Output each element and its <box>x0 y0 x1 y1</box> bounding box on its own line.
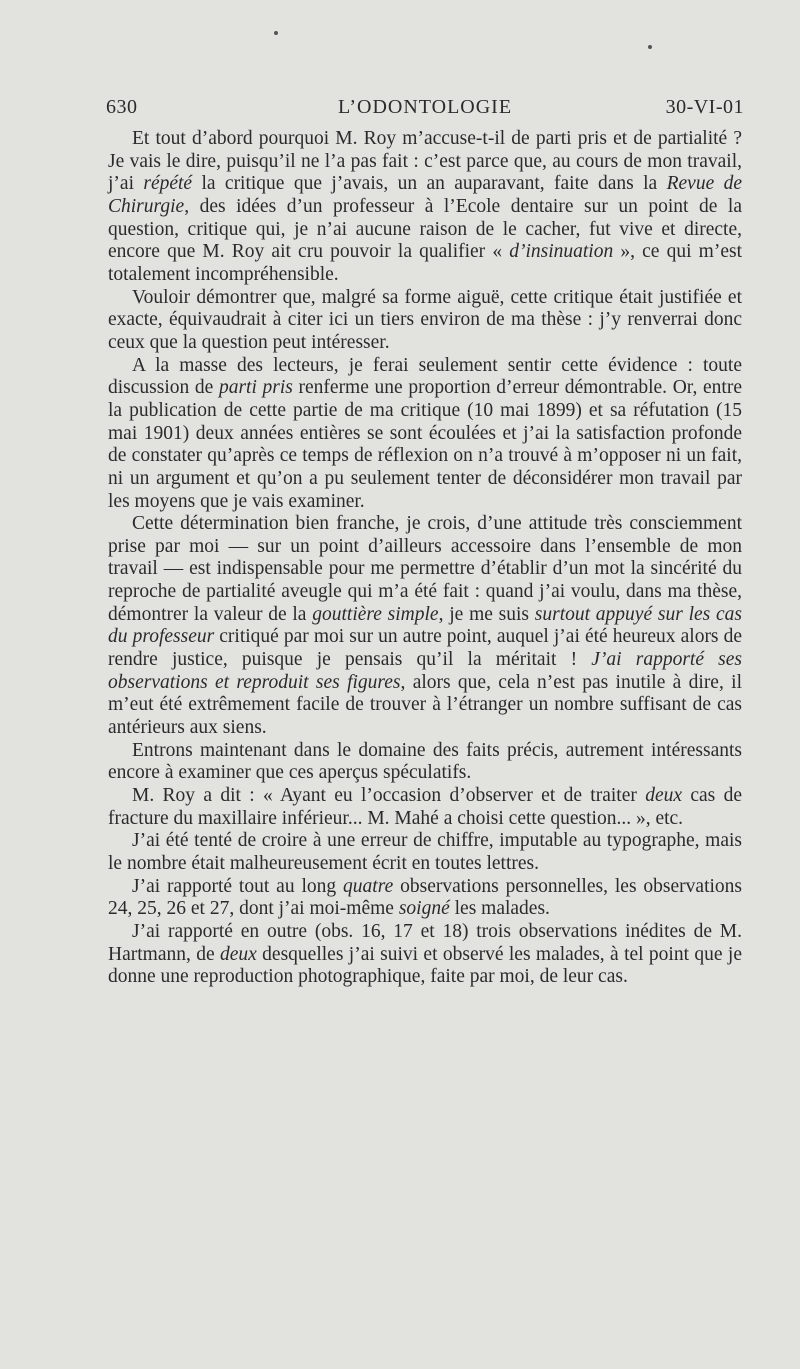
italic-text: Revue de Chirurgie <box>108 173 742 217</box>
text-run: observations personnelles, les observations 24, 25, 26 et 27, dont j’ai moi-même <box>108 875 743 920</box>
paragraph <box>108 740 742 785</box>
text-run: critiqué par moi sur un autre point, auquel j’ai été heureux alors de rendre justice, puisque je pensais qu’il la méritait ! <box>108 626 743 671</box>
italic-text: répété <box>143 173 193 195</box>
text-run: Et tout d’abord pourquoi M. Roy m’accuse-t-il de parti pris et de partialité ? Je vais le dire, puisqu’il ne l’a pas fait : c’est parce que, au cours de mon travail, j’ai <box>108 128 742 195</box>
paragraph <box>108 128 742 287</box>
italic-text: J’ai rapporté ses observations et reproduit ses figures <box>108 649 742 693</box>
text-run: Vouloir démontrer que, malgré sa forme aiguë, cette critique était justifiée et exacte, équivaudrait à citer ici un tiers environ de ma thèse : j’y renverrai donc ceux que la question peut intéresser. <box>108 286 742 353</box>
text-run: , je me suis <box>438 603 535 625</box>
paragraph <box>108 355 742 514</box>
italic-text: quatre <box>343 875 394 897</box>
page-number: 630 <box>106 96 138 118</box>
issue-date: 30-VI-01 <box>665 96 744 118</box>
body-text <box>108 128 742 989</box>
journal-title: L’ODONTOLOGIE <box>337 96 513 118</box>
italic-text: d’insinuation <box>509 241 614 263</box>
paragraph <box>108 830 742 875</box>
text-run: , des idées d’un professeur à l’Ecole dentaire sur un point de la question, critique qui, je n’ai aucune raison de le cacher, fut vive et directe, encore que M. Roy ait cru pouvoir la qualifier « <box>108 195 742 263</box>
italic-text: surtout appuyé sur les cas du professeur <box>108 603 742 648</box>
italic-text: deux <box>645 785 683 807</box>
text-run: J’ai rapporté en outre (obs. 16, 17 et 18) trois observations inédites de M. Hartmann, de <box>108 920 742 965</box>
italic-text: deux <box>220 943 257 965</box>
text-run: », ce qui m’est totalement incompréhensible. <box>108 241 742 285</box>
paragraph <box>108 513 742 740</box>
text-run: Entrons maintenant dans le domaine des faits précis, autrement intéressants encore à examiner que ces aperçus spéculatifs. <box>108 739 742 784</box>
text-run: desquelles j’ai suivi et observé les malades, à tel point que je donne une reproduction photographique, faite par moi, de leur cas. <box>108 943 742 988</box>
italic-text: gouttière simple <box>312 603 439 625</box>
italic-text: soigné <box>398 898 450 920</box>
text-run: renferme une proportion d’erreur démontrable. Or, entre la publication de cette partie de ma critique (10 mai 1899) et sa réfutation (15 mai 1901) deux années entières se sont écoulées et j’ai la satisfaction profonde de constater qu’après ce temps de réflexion on n’a trouvé à m’opposer ni un fait, ni un argument et qu’on a pu seulement tenter de déconsidérer mon travail par les moyens que je vais examiner. <box>108 377 742 512</box>
ink-speck <box>648 45 652 49</box>
text-run: Cette détermination bien franche, je crois, d’une attitude très consciemment prise par moi — sur un point d’ailleurs accessoire dans l’ensemble de mon travail — est indispensable pour me permettre d’établir d’un mot la sincérité du reproche de partialité aveugle qui m’a été fait : quand j’ai voulu, dans ma thèse, démontrer la valeur de la <box>108 513 742 625</box>
text-run: , alors que, cela n’est pas inutile à dire, il m’eut été extrêmement facile de trouver à l’étranger un nombre suffisant de cas antérieurs aux siens. <box>108 671 742 739</box>
text-run: les malades. <box>449 898 550 920</box>
running-header <box>106 96 744 124</box>
text-run: cas de fracture du maxillaire inférieur... M. Mahé a choisi cette question... », etc. <box>108 785 742 829</box>
text-run: M. Roy a dit : « Ayant eu l’occasion d’observer et de traiter <box>132 785 646 807</box>
paragraph <box>108 876 742 921</box>
text-run: J’ai rapporté tout au long <box>132 875 344 897</box>
text-run: la critique que j’avais, un an auparavant, faite dans la <box>192 173 667 195</box>
ink-speck <box>274 31 278 35</box>
text-run: A la masse des lecteurs, je ferai seulement sentir cette évidence : toute discussion de <box>108 354 742 399</box>
italic-text: parti pris <box>218 377 293 399</box>
paragraph <box>108 287 742 355</box>
paragraph <box>108 921 742 989</box>
text-run: J’ai été tenté de croire à une erreur de chiffre, imputable au typographe, mais le nombre était malheureusement écrit en toutes lettres. <box>108 830 742 874</box>
paragraph <box>108 785 742 830</box>
